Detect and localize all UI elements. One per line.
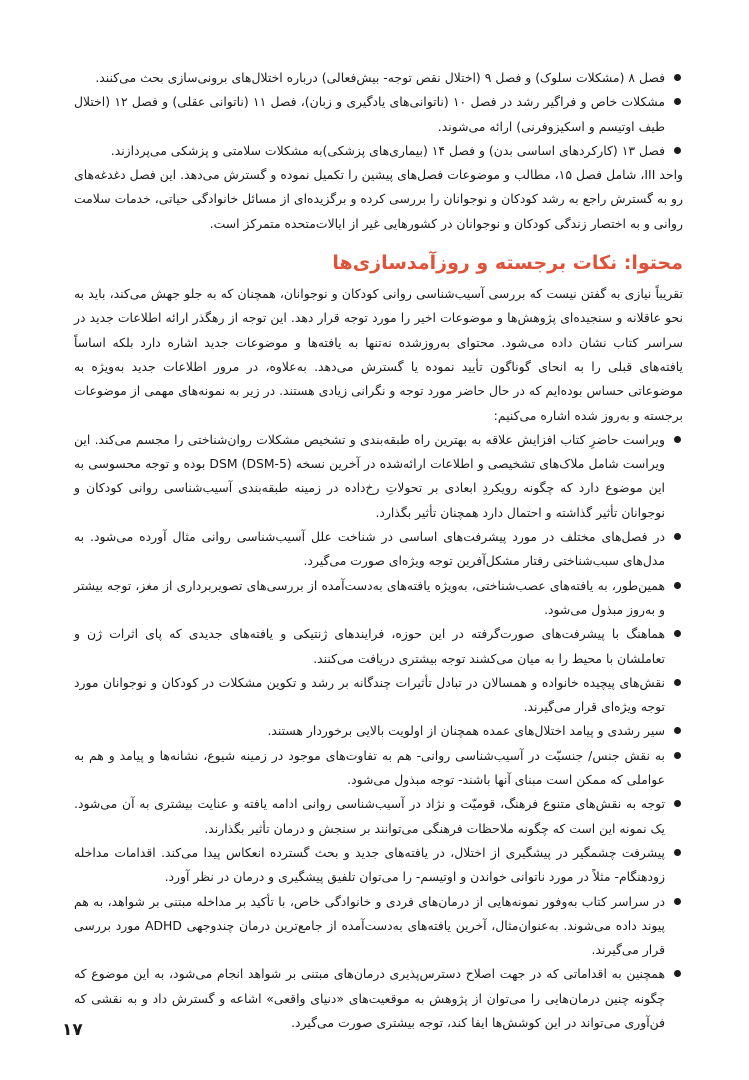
intro-paragraph: تقریباً نیازی به گفتن نیست که بررسی آسیب‌شناسی روانی کودکان و نوجوانان، همچنان که به جلو جهش می‌کند، باید به نحو عاقلانه و سنجیده‌ای پژوهش‌ها و موضوعات اخیر را مورد توجه قرار دهد. این توجه از رهگذر ارائه اطلاعات جدید در سراسر کتاب نشان داده می‌شود. محتوای به‌روزشده نه‌تنها به یافته‌ها و موضوعات جدید اشاره دارد بلکه اساساً یافته‌های قبلی را به انحای گوناگون تأیید نموده یا گسترش می‌دهد. به‌علاوه، در مرور اطلاعات جدید به‌ویژه به موضوعاتی حساس بوده‌ایم که در حال حاضر مورد توجه و نگرانی زیادی هستند. در زیر به نمونه‌های مهمی از موضوعات برجسته و به‌روز شده اشاره می‌کنیم: <box>74 286 683 423</box>
list-item-text: ویراست حاضرِ کتاب افزایش علاقه به بهترین راه طبقه‌بندی و تشخیص مشکلات روان‌شناختی را مجسم می‌کند. این ویراست شامل ملاک‌های تشخیصی و اطلاعات ارائه‌شده در آخرین نسخه DSM (DSM-5) بوده و توجه محسوسی به این موضوع دارد که چگونه رویکردِ ابعادی بر تحولاتِ رخ‌داده در زمینه طبقه‌بندی آسیب‌شناسی روانی کودکان و نوجوانان تأثیر گذاشته و احتمال دارد همچنان تأثیر بگذارد. <box>74 431 665 520</box>
bullet-icon <box>674 727 681 734</box>
unit-paragraph: واحد III، شامل فصل ۱۵، مطالب و موضوعات فصل‌های پیشین را تکمیل نموده و گسترش می‌دهد. این فصل دغدغه‌های رو به گسترش راجع به رشد کودکان و نوجوانان را بررسی کرده و برگزیده‌ای از مسائل خانوادگی حیاتی، خدمات سلامت روانی و به اختصار زندگی کودکان و نوجوانان در کشورهایی غیر از ایالات‌متحده متمرکز است. <box>74 167 684 231</box>
bullet-icon <box>674 752 681 759</box>
list-item <box>74 719 683 743</box>
bullet-icon <box>674 582 681 589</box>
bullet-icon <box>674 849 681 856</box>
list-item <box>74 841 683 890</box>
chapter-overview-list <box>74 66 683 163</box>
list-item <box>74 671 683 720</box>
highlights-list <box>74 428 683 1035</box>
list-item-text: همین‌طور، به یافته‌های عصب‌شناختی، به‌ویژه یافته‌های به‌دست‌آمده از بررسی‌های تصویربرداری از مغز، توجه بیشتر و به‌روز مبذول می‌شود. <box>74 577 665 617</box>
bullet-icon <box>674 630 681 637</box>
list-item <box>74 792 683 841</box>
bullet-icon <box>674 533 681 540</box>
list-item-text: همچنین به اقداماتی که در جهت اصلاح دسترس‌پذیری درمان‌های مبتنی بر شواهد انجام می‌شود، به این موضوع که چگونه چنین درمان‌هایی را می‌توان از پژوهش به موقعیت‌های «دنیای واقعی» اشاعه و گسترش داد و به نقشی که فن‌آوری می‌تواند در این کوشش‌ها ایفا کند، توجه بیشتری صورت می‌گیرد. <box>74 966 665 1030</box>
list-item <box>74 962 683 1035</box>
section-heading: محتوا: نکات برجسته و روزآمدسازی‌ها <box>332 252 683 275</box>
bullet-icon <box>674 147 681 154</box>
bullet-icon <box>674 74 681 81</box>
list-item <box>74 890 683 963</box>
page-number: ۱۷ <box>62 1020 83 1040</box>
bullet-icon <box>674 898 681 905</box>
list-item <box>74 90 683 139</box>
list-item <box>74 525 683 574</box>
list-item-text: در فصل‌های مختلف در مورد پیشرفت‌های اساسی در شناخت علل آسیب‌شناسی روانی مثال آورده می‌شود. به مدل‌های سبب‌شناختی رفتار مشکل‌آفرین توجه ویژه‌ای صورت می‌گیرد. <box>74 529 665 569</box>
list-item <box>74 574 683 623</box>
list-item-text: نقش‌های پیچیده خانواده و همسالان در تبادل تأثیرات چندگانه بر رشد و تکوین مشکلات در کودکان و نوجوانان مورد توجه ویژه‌ای قرار می‌گیرند. <box>74 674 665 715</box>
list-item-text: سیر رشدی و پیامد اختلال‌های عمده همچنان از اولویت بالایی برخوردار هستند. <box>267 723 665 739</box>
list-item <box>74 744 683 793</box>
list-item <box>74 66 683 90</box>
bullet-icon <box>674 98 681 105</box>
list-item <box>74 139 683 163</box>
list-item-text: هماهنگ با پیشرفت‌های صورت‌گرفته در این حوزه، فرایندهای ژنتیکی و یافته‌های جدیدی که پای اثرات ژن و تعاملشان با محیط را به میان می‌کشند توجه بیشتری دریافت می‌کنند. <box>74 626 665 666</box>
list-item <box>74 428 683 525</box>
list-item-text: پیشرفت چشمگیر در پیشگیری از اختلال، در یافته‌های جدید و بحث گسترده انعکاس پیدا می‌کند. اقدامات مداخله زودهنگام- مثلاً در مورد ناتوانی خواندن و اوتیسم- را می‌توان تلفیق پیشگیری و درمان در نظر آورد. <box>74 844 665 885</box>
list-item-text: توجه به نقش‌های متنوع فرهنگ، قومیّت و نژاد در آسیب‌شناسی روانی ادامه یافته و عنایت بیشتری به آن می‌شود. یک نمونه این است که چگونه ملاحظات فرهنگی می‌توانند بر سنجش و درمان تأثیر بگذارند. <box>74 796 665 836</box>
bullet-icon <box>674 800 681 807</box>
list-item-text: فصل ۸ (مشکلات سلوک) و فصل ۹ (اختلال نقص توجه- بیش‌فعالی) درباره اختلال‌های برونی‌سازی بحث می‌کنند. <box>95 70 665 85</box>
list-item <box>74 622 683 671</box>
list-item-text: مشکلات خاص و فراگیر رشد در فصل ۱۰ (ناتوانی‌های یادگیری و زبان)، فصل ۱۱ (ناتوانی عقلی) و فصل ۱۲ (اختلال طیف اوتیسم و اسکیزوفرنی) ارائه می‌شوند. <box>74 94 665 134</box>
list-item-text: فصل ۱۳ (کارکردهای اساسی بدن) و فصل ۱۴ (بیماری‌های پزشکی)به مشکلات سلامتی و پزشکی می‌پردازند. <box>110 142 665 158</box>
list-item-text: به نقش جنس/ جنسیّت در آسیب‌شناسی روانی- هم به تفاوت‌های موجود در زمینه شیوع، نشانه‌ها و پیامد و هم به عواملی که ممکن است مبنای آنها باشند- توجه مبذول می‌شود. <box>74 747 665 788</box>
bullet-icon <box>674 679 681 686</box>
list-item-text: در سراسر کتاب به‌وفور نمونه‌هایی از درمان‌های فردی و خانوادگی خاص، با تأکید بر مداخله مبتنی بر شواهد، به هم پیوند داده می‌شوند. به‌عنوان‌مثال، آخرین یافته‌های به‌دست‌آمده از جامع‌ترین درمان چندوجهی ADHD مورد بررسی قرار می‌گیرند. <box>74 893 665 958</box>
bullet-icon <box>674 970 681 977</box>
bullet-icon <box>674 436 681 443</box>
